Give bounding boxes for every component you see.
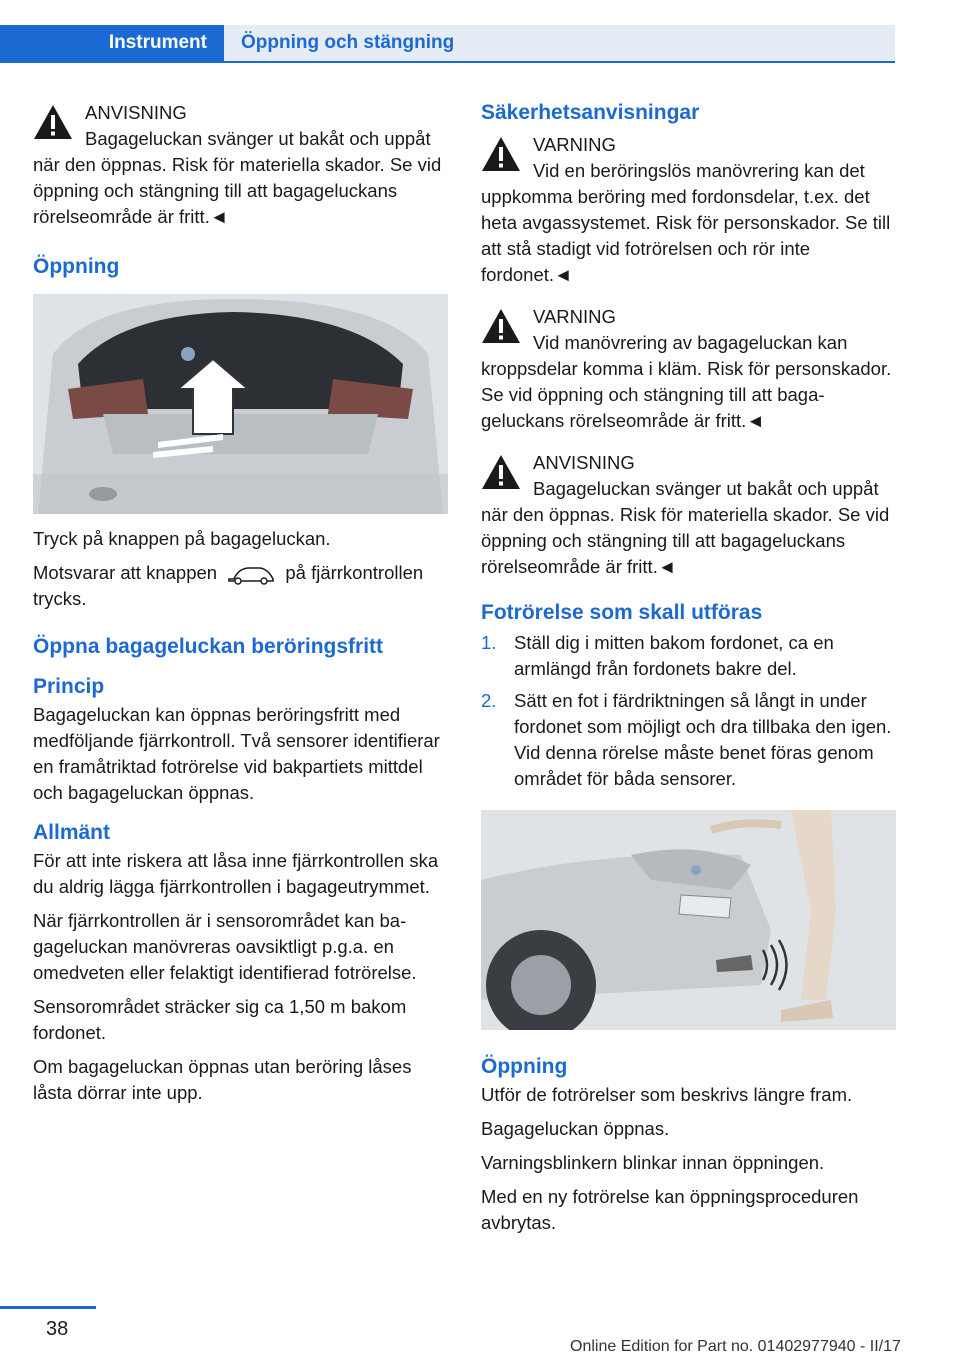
step-text: Sätt en fot i färdriktningen så långt in under fordonet som möjligt och dra tillbaka den igen. Vid denna rörelse måste benet föras genom området för båda sensorer. xyxy=(514,690,892,789)
header-tabs xyxy=(0,25,895,63)
left-column xyxy=(33,100,448,1114)
remote-trunk-icon xyxy=(226,563,276,585)
warning-triangle-icon xyxy=(481,308,521,344)
warning-2-text: Vid manövrering av bagageluckan kan kroppsdelar komma i kläm. Risk för personskador. Se vid öppning och stängning till att bagageluckans rörelseområde är fritt.◄ xyxy=(481,332,892,431)
footer-divider xyxy=(0,1306,96,1309)
remote-text-after: på fjärrkontrollen trycks. xyxy=(33,562,424,609)
step-number: 2. xyxy=(481,690,497,711)
edition-text: Online Edition for Part no. 01402977940 - II/17 xyxy=(570,1338,901,1355)
opening-paragraph-1: Utför de fotrörelser som beskrivs längre fram. xyxy=(481,1084,853,1105)
warning-block-2 xyxy=(481,304,896,434)
page-number: 38 xyxy=(46,1318,69,1340)
notice-right-text: Bagageluckan svänger ut bakåt och uppåt när den öppnas. Risk för materiella skador. Se vid öppning och stängning till att bagageluckans rörelseområde är fritt.◄ xyxy=(481,478,890,577)
notice-right-title: ANVISNING xyxy=(533,452,635,473)
list-item xyxy=(481,688,896,792)
opening-right-heading: Öppning xyxy=(481,1055,568,1078)
notice-text: Bagageluckan svänger ut bakåt och uppåt när den öppnas. Risk för materiella skador. Se vid öppning och stängning till att bagageluckans rörelseområde är fritt.◄ xyxy=(33,128,442,227)
warning-1-text: Vid en beröringslös manövrering kan det uppkomma beröring med fordonsdelar, t.ex. det heta avgassystemet. Risk för personskador. Se till att stå stadigt vid fotrörelsen och rör inte fordonet.◄ xyxy=(481,160,891,285)
header-divider xyxy=(0,61,895,63)
notice-block-right xyxy=(481,450,896,580)
motion-steps xyxy=(481,630,896,792)
warning-triangle-icon xyxy=(33,104,73,140)
tab-instrument[interactable]: Instrument xyxy=(0,25,224,61)
warning-triangle-icon xyxy=(481,136,521,172)
principle-heading: Princip xyxy=(33,675,105,698)
notice-block xyxy=(33,100,448,230)
general-paragraph-3: Sensorområdet sträcker sig ca 1,50 m bakom fordonet. xyxy=(33,996,407,1043)
opening-paragraph-4: Med en ny fotrörelse kan öppningsproceduren avbrytas. xyxy=(481,1186,859,1233)
step-number: 1. xyxy=(481,632,497,653)
general-paragraph-1: För att inte riskera att låsa inne fjärrkontrollen ska du aldrig lägga fjärrkontrollen i bagageutrymmet. xyxy=(33,850,439,897)
press-text: Tryck på knappen på bagageluckan. xyxy=(33,528,331,549)
opening-paragraph-3: Varningsblinkern blinkar innan öppningen. xyxy=(481,1152,825,1173)
list-item xyxy=(481,630,896,682)
foot-motion-figure xyxy=(481,810,896,1030)
trunk-button-figure xyxy=(33,294,448,514)
opening-paragraph-2: Bagageluckan öppnas. xyxy=(481,1118,670,1139)
motion-heading: Fotrörelse som skall utföras xyxy=(481,601,763,624)
principle-text: Bagageluckan kan öppnas beröringsfritt med medföljande fjärrkontroll. Två sensorer identifierar en framåtriktad fotrörelse vid bakpartiets mittdel och bagageluckan öppnas. xyxy=(33,704,440,803)
warning-2-title: VARNING xyxy=(533,306,616,327)
warning-triangle-icon xyxy=(481,454,521,490)
safety-heading: Säkerhetsanvisningar xyxy=(481,101,700,124)
remote-text-before: Motsvarar att knappen xyxy=(33,562,218,583)
remote-text xyxy=(33,560,448,612)
warning-1-title: VARNING xyxy=(533,134,616,155)
general-heading: Allmänt xyxy=(33,821,111,844)
foot-motion-illustration xyxy=(481,810,896,1030)
general-paragraph-2: När fjärrkontrollen är i sensorområdet kan bagageluckan manövreras oavsiktligt p.g.a. en omedveten eller felaktigt identifierad fotrörelse. xyxy=(33,910,417,983)
tab-opening-closing[interactable]: Öppning och stängning xyxy=(224,25,895,61)
trunk-illustration xyxy=(33,294,448,514)
notice-title: ANVISNING xyxy=(85,102,187,123)
step-text: Ställ dig i mitten bakom fordonet, ca en armlängd från fordonets bakre del. xyxy=(514,632,834,679)
right-column xyxy=(481,100,896,1244)
warning-block-1 xyxy=(481,132,896,288)
handsfree-heading: Öppna bagageluckan beröringsfritt xyxy=(33,635,384,658)
general-paragraph-4: Om bagageluckan öppnas utan beröring låses låsta dörrar inte upp. xyxy=(33,1056,412,1103)
opening-heading: Öppning xyxy=(33,255,120,278)
